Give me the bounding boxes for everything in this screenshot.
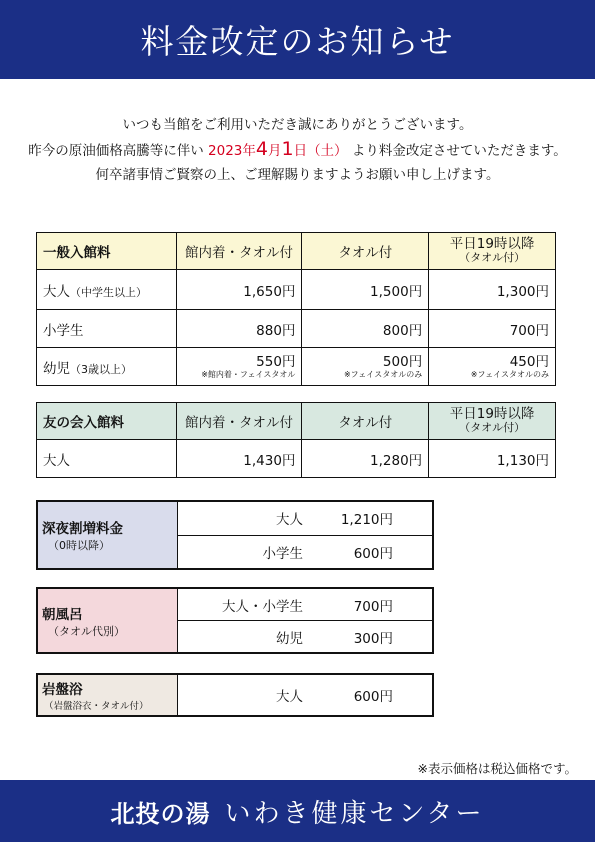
col-towel: タオル付 xyxy=(302,403,429,440)
intro-line-2: 昨今の原油価格高騰等に伴い 2023年4月1日（土） より料金改定させていただきます。 xyxy=(28,138,567,160)
intro-text xyxy=(0,113,595,187)
col-towel: タオル付 xyxy=(302,233,429,270)
tax-footnote: ※表示価格は税込価格です。 xyxy=(417,761,577,776)
page-title: 料金改定のお知らせ xyxy=(140,22,455,61)
table-row xyxy=(37,440,556,478)
price-cell: 450円 ※フェイスタオルのみ xyxy=(429,348,556,386)
row-label: 大人 xyxy=(37,440,177,478)
general-title: 一般入館料 xyxy=(37,233,177,270)
price-cell: 880円 xyxy=(176,310,302,348)
price-cell: 1,300円 xyxy=(429,270,556,310)
list-item: 大人 600円 xyxy=(276,689,393,705)
col-robe-towel: 館内着・タオル付 xyxy=(176,403,302,440)
price-cell: 700円 xyxy=(429,310,556,348)
price-cell: 1,280円 xyxy=(302,440,429,478)
effective-date: 2023年4月1日（土） xyxy=(208,138,348,160)
morning-bath-label: 朝風呂 （タオル代別） xyxy=(38,589,178,652)
late-night-box xyxy=(36,500,434,570)
table-row xyxy=(37,348,556,386)
price-cell: 1,500円 xyxy=(302,270,429,310)
col-robe-towel: 館内着・タオル付 xyxy=(176,233,302,270)
table-row xyxy=(37,270,556,310)
price-cell: 1,650円 xyxy=(176,270,302,310)
col-weekday-night: 平日19時以降 （タオル付） xyxy=(429,233,556,270)
price-cell: 550円 ※館内着・フェイスタオル xyxy=(176,348,302,386)
late-night-label: 深夜割増料金 （0時以降） xyxy=(38,502,178,568)
header-banner xyxy=(0,0,595,79)
bedrock-bath-label: 岩盤浴 （岩盤浴衣・タオル付） xyxy=(38,675,178,715)
list-item: 小学生 600円 xyxy=(262,545,393,562)
intro-line-1: いつも当館をご利用いただき誠にありがとうございます。 xyxy=(122,117,473,133)
facility-name: いわき健康センター xyxy=(224,798,485,829)
intro-line-3: 何卒諸事情ご賢察の上、ご理解賜りますようお願い申し上げます。 xyxy=(95,167,500,183)
col-weekday-night: 平日19時以降 （タオル付） xyxy=(429,403,556,440)
footer-banner xyxy=(0,780,595,842)
brand-logo: 北投の湯 xyxy=(110,798,211,828)
list-item: 幼児 300円 xyxy=(276,630,393,647)
bedrock-bath-box xyxy=(36,673,434,717)
general-admission-table xyxy=(36,232,556,386)
price-cell: 500円 ※フェイスタオルのみ xyxy=(302,348,429,386)
row-label: 幼児（3歳以上） xyxy=(37,348,177,386)
list-item: 大人 1,210円 xyxy=(178,502,432,536)
row-label: 大人（中学生以上） xyxy=(37,270,177,310)
member-title: 友の会入館料 xyxy=(37,403,177,440)
row-label: 小学生 xyxy=(37,310,177,348)
price-cell: 1,430円 xyxy=(176,440,302,478)
price-cell: 800円 xyxy=(302,310,429,348)
morning-bath-box xyxy=(36,587,434,654)
member-admission-table xyxy=(36,402,556,478)
price-cell: 1,130円 xyxy=(429,440,556,478)
list-item: 大人・小学生 700円 xyxy=(178,589,432,621)
table-row xyxy=(37,310,556,348)
